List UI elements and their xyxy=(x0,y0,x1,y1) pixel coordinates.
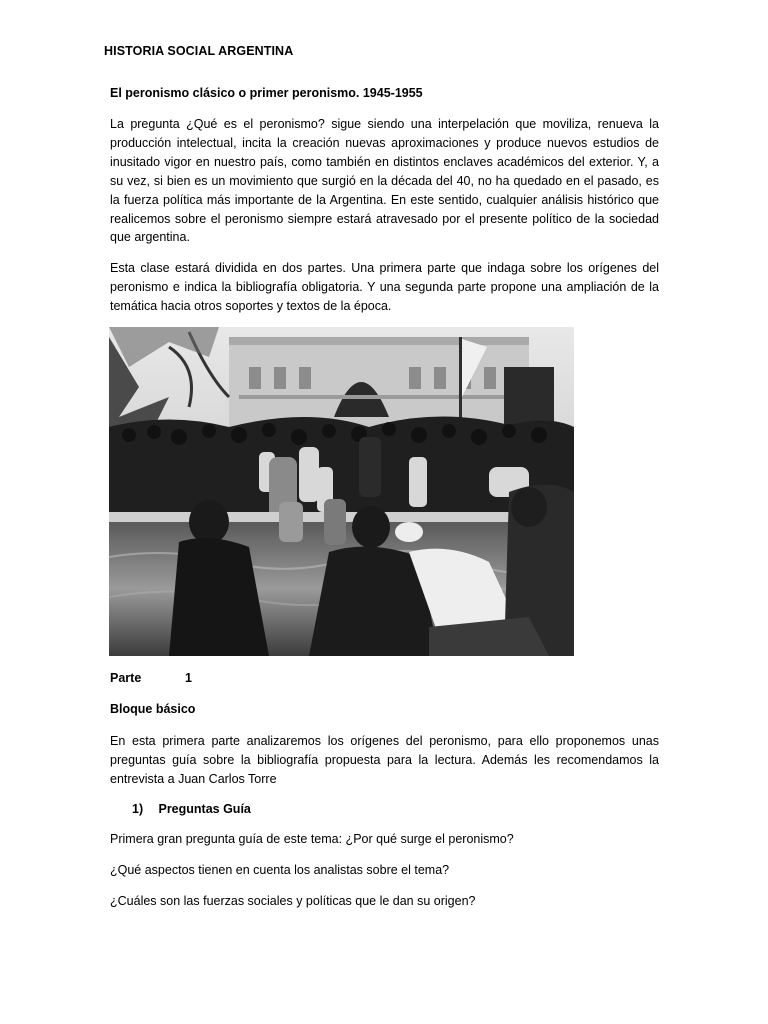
guide-question: Primera gran pregunta guía de este tema: ¿Por qué surge el peronismo? xyxy=(110,832,514,846)
part-label: Parte xyxy=(110,671,142,685)
class-structure-paragraph: Esta clase estará dividida en dos partes. Una primera parte que indaga sobre los orígenes del peronismo e indica la bibliografía obligatoria. Y una segunda parte propone una ampliación de la temática hacia otros soportes y textos de la época. xyxy=(110,261,659,313)
guide-number: 1) xyxy=(132,802,144,816)
part-number: 1 xyxy=(185,671,192,685)
intro-paragraph: La pregunta ¿Qué es el peronismo? sigue siendo una interpelación que moviliza, renueva la producción intelectual, incita la creación nuevas aproximaciones y produce nuevos estudios de inusitado vigor en nuestro país, como también en distintos enclaves académicos del exterior. Y, a su vez, si bien es un movimiento que surgió en la década del 40, no ha quedado en el pasado, es la fuerza política más importante de la Argentina. En este sentido, cualquier análisis histórico que realicemos sobre el peronismo siempre estará atravesado por el presente político de la sociedad que argentina. xyxy=(110,117,659,245)
block-title: Bloque básico xyxy=(110,702,196,716)
part-intro-paragraph: En esta primera parte analizaremos los orígenes del peronismo, para ello proponemos unas preguntas guía sobre la bibliografía propuesta para la lectura. Además les recomendamos la entrevista a Juan Carlos Torre xyxy=(110,734,659,786)
guide-question: ¿Cuáles son las fuerzas sociales y políticas que le dan su origen? xyxy=(110,894,476,908)
guide-question: ¿Qué aspectos tienen en cuenta los analistas sobre el tema? xyxy=(110,863,450,877)
historical-photo xyxy=(109,327,574,656)
guide-questions-heading xyxy=(132,802,251,816)
section-title: El peronismo clásico o primer peronismo. 1945-1955 xyxy=(110,86,423,100)
guide-title: Preguntas Guía xyxy=(158,802,251,816)
course-title: HISTORIA SOCIAL ARGENTINA xyxy=(104,44,294,58)
part-heading xyxy=(110,671,192,685)
